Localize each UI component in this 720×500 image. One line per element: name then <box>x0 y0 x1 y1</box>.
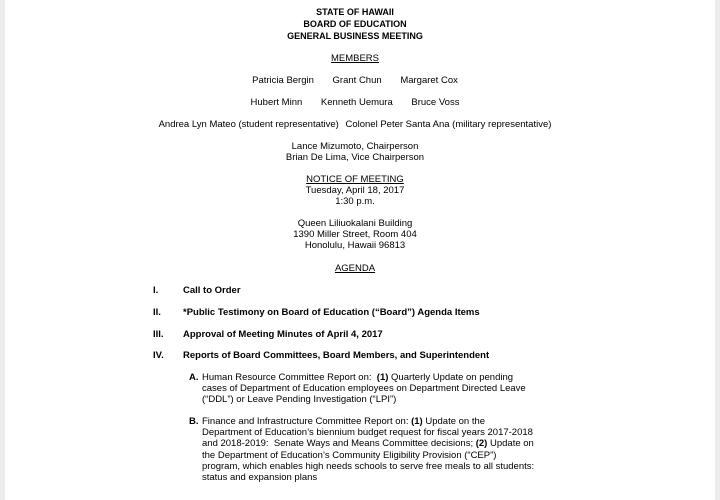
member-name: Patricia Bergin <box>252 75 314 86</box>
members-row-3 <box>5 119 705 130</box>
document-page <box>5 0 715 500</box>
meeting-date: Tuesday, April 18, 2017 <box>305 185 405 196</box>
meeting-street: 1390 Miller Street, Room 404 <box>293 229 417 240</box>
members-row-1 <box>5 75 705 86</box>
member-name: Kenneth Uemura <box>320 97 393 108</box>
member-name: Bruce Voss <box>411 97 460 108</box>
members-heading: MEMBERS <box>330 53 380 64</box>
vice-chairperson: Brian De Lima, Vice Chairperson <box>285 152 425 163</box>
subitem-line: (“DDL”) or Leave Pending Investigation (“LPI”) <box>202 394 397 406</box>
member-name: Andrea Lyn Mateo (student representative) <box>158 119 339 130</box>
subitem-line: program, which enables high needs schools to serve free meals to all students: <box>202 460 535 472</box>
agenda-item-title: *Public Testimony on Board of Education (“Board”) Agenda Items <box>183 307 480 318</box>
agenda-item-number: IV. <box>153 350 164 361</box>
header-board: BOARD OF EDUCATION <box>303 19 407 29</box>
subitem-line: status and expansion plans <box>202 472 318 484</box>
agenda-item-number: I. <box>153 285 159 296</box>
member-name: Margaret Cox <box>400 75 458 86</box>
subitem-line: Human Resource Committee Report on: (1) Quarterly Update on pending <box>202 372 514 383</box>
subitem-line: the Department of Education’s Community Eligibility Provision (“CEP”) <box>202 449 497 461</box>
agenda-item-title: Reports of Board Committees, Board Members, and Superintendent <box>183 350 490 361</box>
subitem-line: Finance and Infrastructure Committee Report on: (1) Update on the <box>202 416 486 427</box>
notice-heading: NOTICE OF MEETING <box>306 174 404 185</box>
member-name: Hubert Minn <box>250 97 303 108</box>
agenda-item-title: Call to Order <box>183 285 241 296</box>
members-row-2 <box>5 97 705 108</box>
subitem-line: and 2018-2019: Senate Ways and Means Committee decisions; (2) Update on <box>202 438 534 450</box>
header-state: STATE OF HAWAII <box>316 7 394 17</box>
agenda-item-number: III. <box>153 329 164 340</box>
subitem-line: cases of Department of Education employees on Department Directed Leave <box>202 383 526 395</box>
subitem-label: A. <box>189 372 199 383</box>
member-name: Grant Chun <box>332 75 382 86</box>
agenda-heading: AGENDA <box>334 263 376 274</box>
meeting-time: 1:30 p.m. <box>335 196 375 207</box>
subitem-text <box>202 416 554 483</box>
subitem-line: Department of Education’s biennium budget request for fiscal years 2017-2018 <box>202 427 533 439</box>
member-name: Colonel Peter Santa Ana (military representative) <box>345 119 552 130</box>
meeting-city: Honolulu, Hawaii 96813 <box>304 240 406 251</box>
header-meeting: GENERAL BUSINESS MEETING <box>287 31 423 41</box>
meeting-building: Queen Liliuokalani Building <box>297 218 413 229</box>
subitem-label: B. <box>189 416 199 427</box>
agenda-item-number: II. <box>153 307 161 318</box>
chairperson: Lance Mizumoto, Chairperson <box>291 141 419 152</box>
agenda-item-title: Approval of Meeting Minutes of April 4, 2017 <box>183 329 383 340</box>
subitem-text <box>202 372 554 406</box>
